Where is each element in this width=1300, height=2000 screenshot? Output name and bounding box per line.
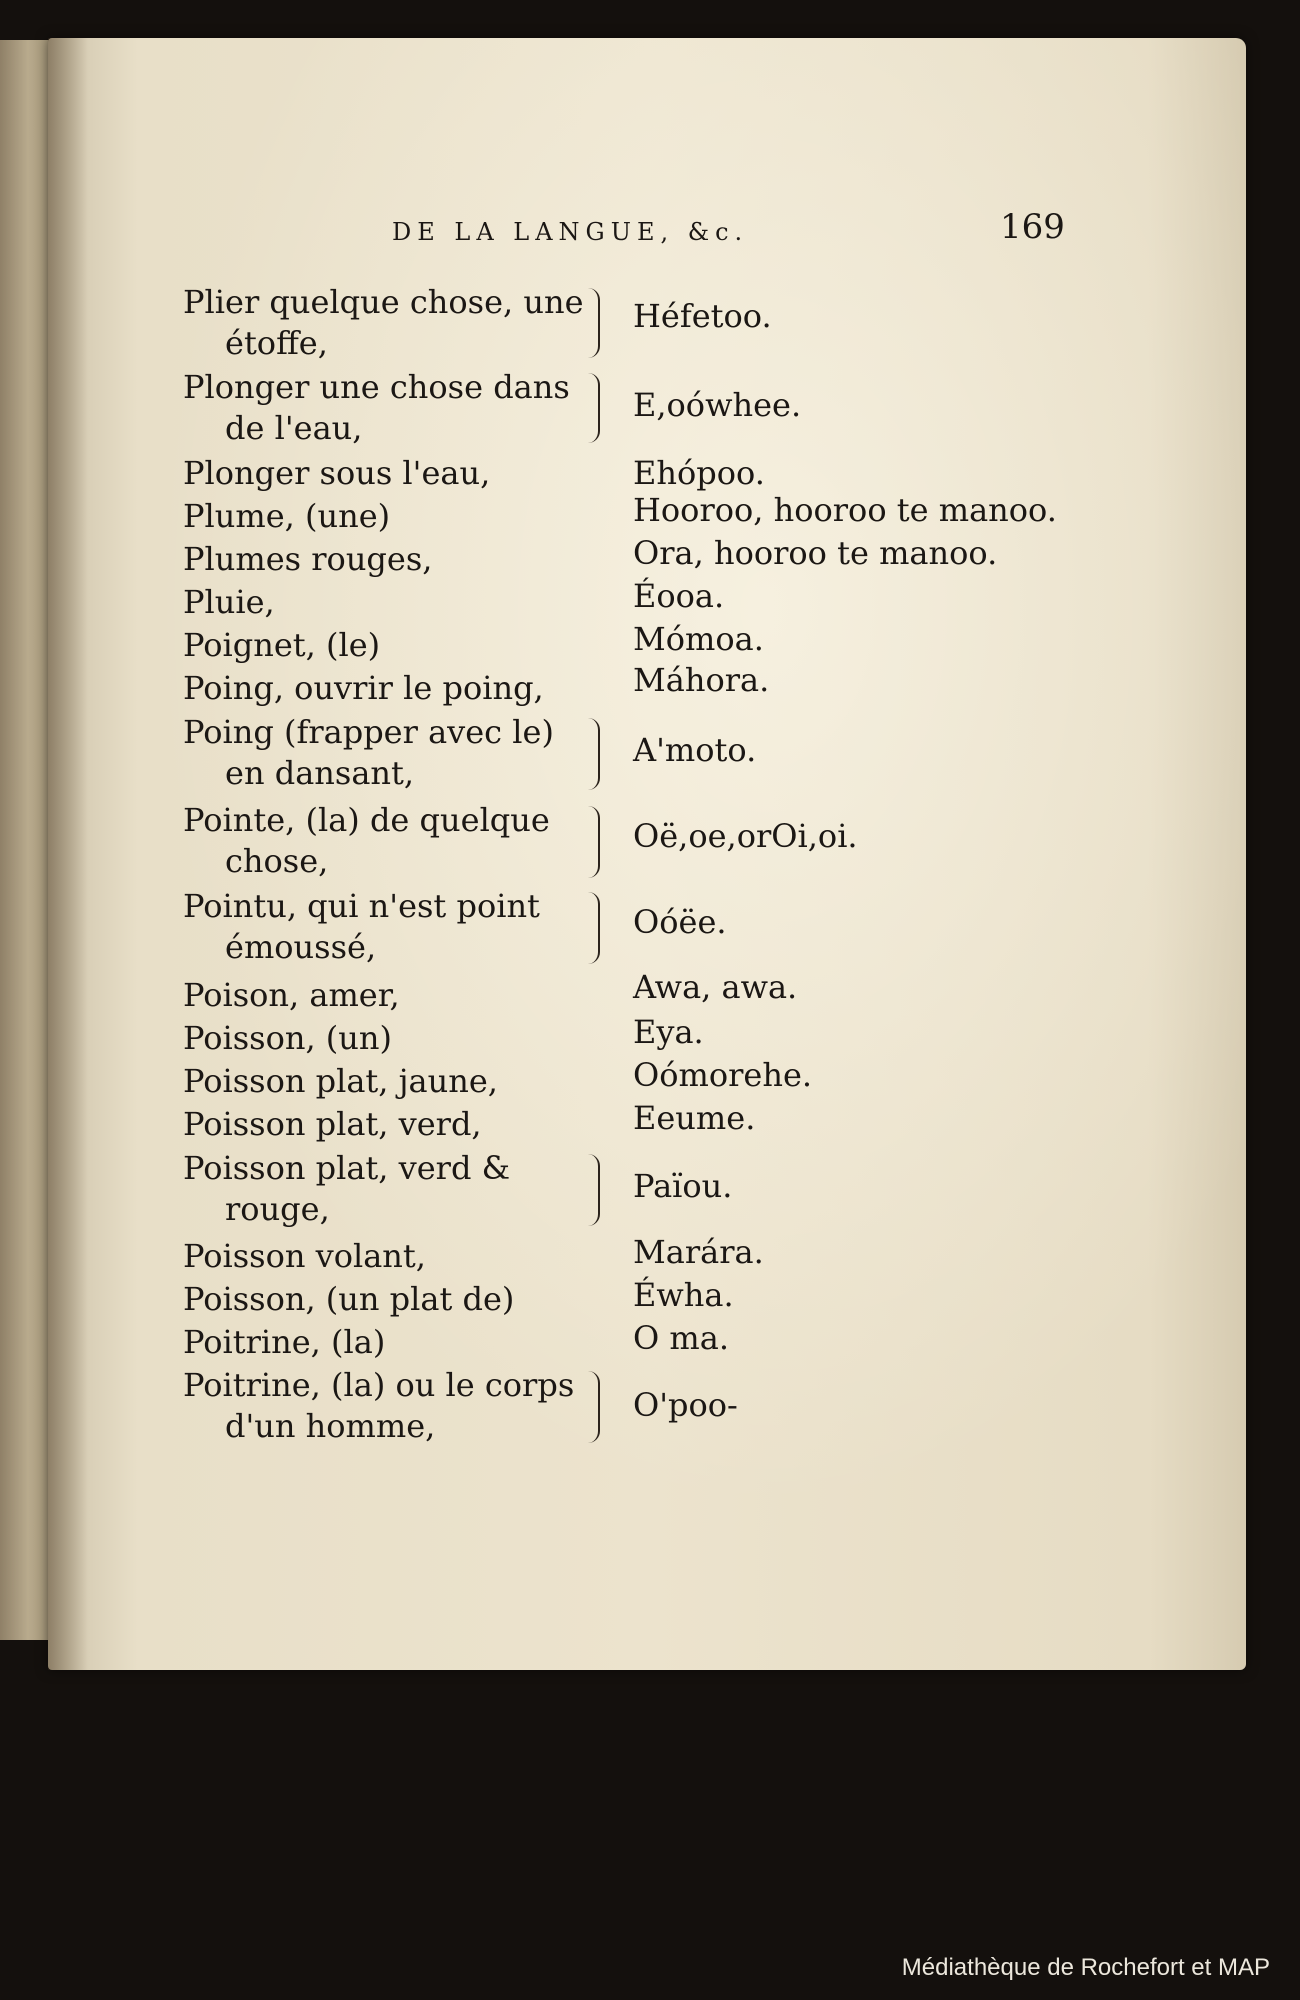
curly-brace <box>582 1371 600 1443</box>
french-term-continued: émoussé, <box>225 928 377 966</box>
tahitian-term: Éwha. <box>633 1276 734 1314</box>
tahitian-term: Awa, awa. <box>633 968 798 1006</box>
tahitian-term: E,oówhee. <box>633 386 802 424</box>
page-number: 169 <box>1000 207 1065 247</box>
french-term-continued: rouge, <box>225 1190 330 1228</box>
french-term-continued: en dansant, <box>225 754 415 792</box>
french-term: Poitrine, (la) ou le corps <box>183 1366 575 1404</box>
french-term: Plumes rouges, <box>183 540 433 578</box>
curly-brace <box>582 288 600 358</box>
french-term: Poison, amer, <box>183 976 400 1014</box>
french-term: Plonger une chose dans <box>183 368 570 406</box>
french-term: Poing (frapper avec le) <box>183 713 554 751</box>
curly-brace <box>582 1154 600 1226</box>
french-term: Poignet, (le) <box>183 626 381 664</box>
french-term: Poisson, (un) <box>183 1019 392 1057</box>
tahitian-term: Oóëe. <box>633 903 727 941</box>
tahitian-term: Ora, hooroo te manoo. <box>633 534 998 572</box>
tahitian-term: Ehópoo. <box>633 454 765 492</box>
tahitian-term: Oómorehe. <box>633 1056 813 1094</box>
french-term: Pointu, qui n'est point <box>183 887 540 925</box>
french-term: Poisson, (un plat de) <box>183 1280 515 1318</box>
tahitian-term: Païou. <box>633 1167 733 1205</box>
image-credit: Médiathèque de Rochefort et MAP <box>901 1954 1270 1981</box>
tahitian-term: Héfetoo. <box>633 297 772 335</box>
tahitian-term: Máhora. <box>633 661 770 699</box>
french-term-continued: de l'eau, <box>225 409 363 447</box>
french-term-continued: étoffe, <box>225 324 328 362</box>
tahitian-term: O ma. <box>633 1319 729 1357</box>
tahitian-term: Hooroo, hooroo te manoo. <box>633 491 1057 529</box>
tahitian-term: Marára. <box>633 1233 764 1271</box>
running-head: DE LA LANGUE, &c. <box>392 218 749 246</box>
french-term: Plonger sous l'eau, <box>183 454 491 492</box>
french-term: Pluie, <box>183 583 275 621</box>
french-term: Poitrine, (la) <box>183 1323 386 1361</box>
french-term: Poisson plat, jaune, <box>183 1062 498 1100</box>
curly-brace <box>582 892 600 964</box>
tahitian-term: Oë,oe,orOi,oi. <box>633 817 858 855</box>
tahitian-term: A'moto. <box>633 731 757 769</box>
gutter-shadow <box>48 38 88 1670</box>
tahitian-term: Eya. <box>633 1013 704 1051</box>
show-through-text <box>960 250 1220 1500</box>
french-term: Plier quelque chose, une <box>183 283 584 321</box>
french-term-continued: d'un homme, <box>225 1407 436 1445</box>
curly-brace <box>582 373 600 443</box>
curly-brace <box>582 806 600 878</box>
french-term: Poisson volant, <box>183 1237 426 1275</box>
french-term: Poing, ouvrir le poing, <box>183 669 544 707</box>
tahitian-term: O'poo- <box>633 1386 738 1424</box>
tahitian-term: Eeume. <box>633 1099 756 1137</box>
french-term-continued: chose, <box>225 842 329 880</box>
french-term: Pointe, (la) de quelque <box>183 801 550 839</box>
french-term: Poisson plat, verd & <box>183 1149 511 1187</box>
french-term: Poisson plat, verd, <box>183 1105 482 1143</box>
french-term: Plume, (une) <box>183 497 391 535</box>
tahitian-term: Éooa. <box>633 577 725 615</box>
tahitian-term: Mómoa. <box>633 620 764 658</box>
curly-brace <box>582 718 600 790</box>
